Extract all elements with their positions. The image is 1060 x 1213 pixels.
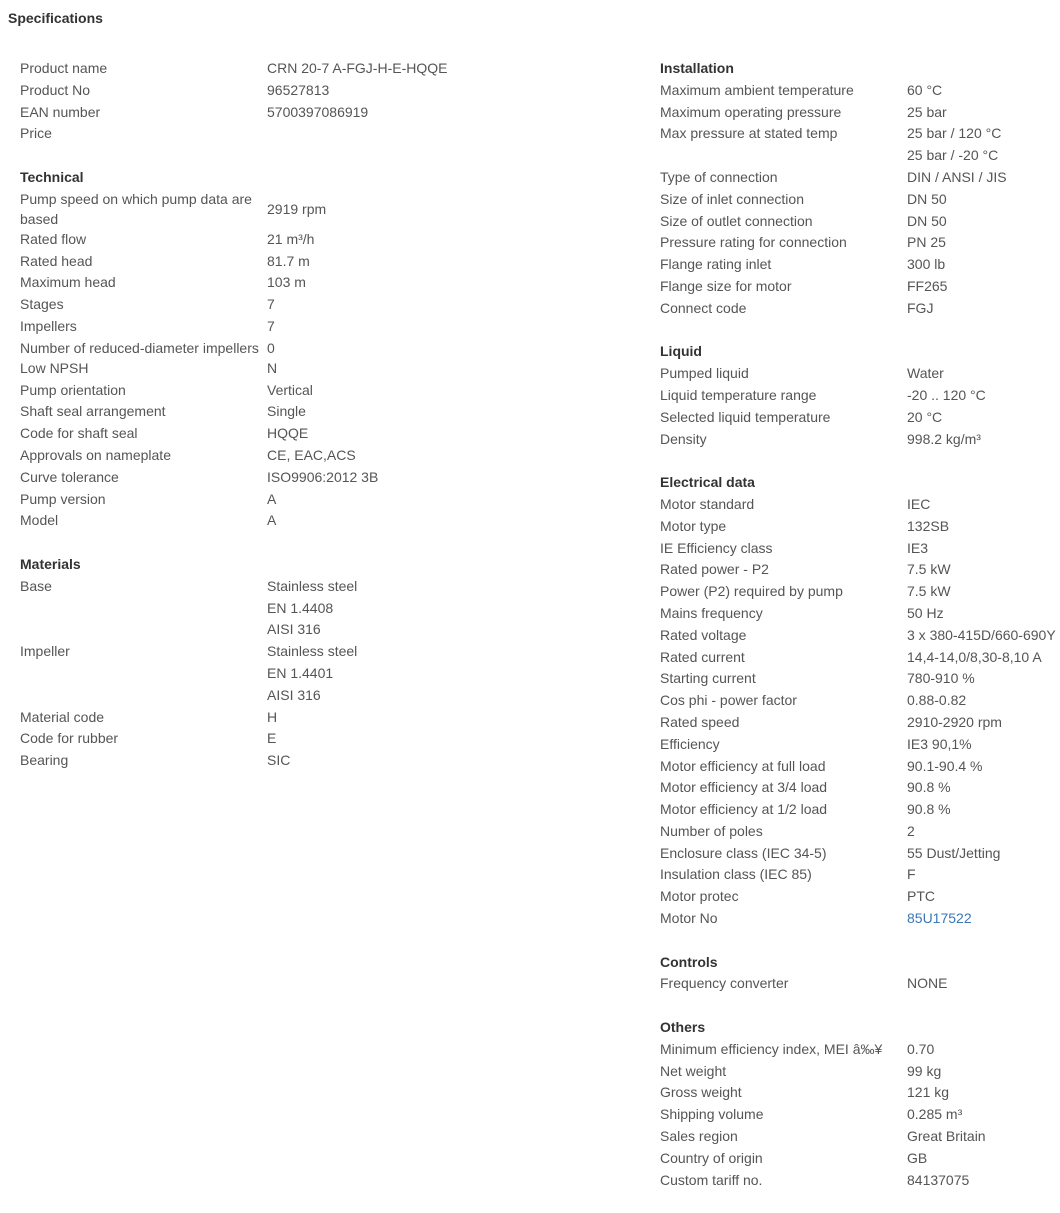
spec-value: 2910-2920 rpm (907, 713, 1002, 730)
spec-row (20, 358, 580, 380)
spec-row (660, 494, 1060, 516)
spec-row (660, 145, 1060, 167)
spec-value: CRN 20-7 A-FGJ-H-E-HQQE (267, 60, 448, 76)
spec-row (660, 538, 1060, 560)
section-title: Installation (660, 60, 734, 76)
spec-value: 25 bar / 120 °C (907, 125, 1002, 142)
spec-value: E (267, 730, 277, 747)
spec-label: Liquid temperature range (660, 386, 817, 403)
spec-value: 81.7 m (267, 252, 310, 269)
spec-row (660, 559, 1060, 581)
spec-row (20, 189, 580, 229)
spec-value: 300 lb (907, 256, 946, 273)
spec-value: DN 50 (907, 212, 947, 229)
spec-label: Cos phi - power factor (660, 692, 797, 709)
spec-label: Product No (20, 81, 91, 98)
spec-value: 132SB (907, 517, 950, 534)
spec-label: Motor efficiency at full load (660, 757, 826, 774)
spec-row (660, 603, 1060, 625)
spec-value: 5700397086919 (267, 103, 369, 120)
spec-row (660, 843, 1060, 865)
spec-value: A (267, 490, 277, 507)
spec-row (660, 1170, 1060, 1192)
spec-value: GB (907, 1149, 928, 1166)
spec-value: EN 1.4408 (267, 599, 334, 616)
spec-row (660, 690, 1060, 712)
spec-value: 55 Dust/Jetting (907, 844, 1001, 861)
spec-row (20, 728, 580, 750)
spec-row (660, 1082, 1060, 1104)
spec-row (660, 123, 1060, 145)
spec-value: 2 (907, 822, 915, 839)
spec-row (660, 385, 1060, 407)
spec-row (660, 712, 1060, 734)
spec-value: Great Britain (907, 1128, 986, 1145)
spec-value: 7 (267, 317, 275, 334)
spec-row (20, 707, 580, 729)
spec-label: Rated current (660, 648, 745, 665)
spec-row (660, 232, 1060, 254)
spec-label: Motor efficiency at 3/4 load (660, 779, 828, 796)
spec-row (20, 272, 580, 294)
spec-row (20, 294, 580, 316)
spec-row (660, 1126, 1060, 1148)
spec-label: Density (660, 430, 707, 447)
spec-value: 90.1-90.4 % (907, 757, 983, 774)
spec-label: Maximum head (20, 274, 116, 291)
spec-label: Country of origin (660, 1149, 763, 1166)
spec-label: Starting current (660, 670, 756, 687)
spec-label: Rated speed (660, 713, 740, 730)
spec-row (20, 445, 580, 467)
spec-row (660, 254, 1060, 276)
spec-label: Flange size for motor (660, 277, 792, 294)
spec-label: Rated head (20, 252, 93, 269)
section-title: Others (660, 1019, 706, 1036)
spec-label: Price (20, 125, 52, 142)
spec-label: Pump version (20, 490, 106, 507)
spec-label: Rated flow (20, 230, 87, 247)
spec-label: Mains frequency (660, 604, 763, 621)
controls-section (660, 952, 1060, 996)
spec-row (20, 58, 580, 80)
spec-row (20, 576, 580, 641)
spec-label: Size of outlet connection (660, 212, 813, 229)
spec-label: Bearing (20, 752, 69, 769)
spec-label: Curve tolerance (20, 468, 119, 485)
spec-row (660, 625, 1060, 647)
spec-value: FF265 (907, 277, 948, 294)
spec-row (20, 338, 580, 358)
spec-label: Number of reduced-diameter impellers (20, 339, 259, 356)
spec-value: PN 25 (907, 234, 946, 251)
spec-label: Efficiency (660, 735, 720, 752)
spec-label: Shaft seal arrangement (20, 403, 166, 420)
spec-row (660, 734, 1060, 756)
spec-label: Rated voltage (660, 626, 747, 643)
spec-row (660, 1148, 1060, 1170)
spec-value: 7 (267, 296, 275, 313)
spec-value: 90.8 % (907, 779, 951, 796)
spec-label: Gross weight (660, 1084, 742, 1101)
spec-value: CE, EAC,ACS (267, 446, 356, 463)
spec-value: 84137075 (907, 1171, 970, 1188)
right-column (660, 58, 1060, 1213)
spec-label: Model (20, 512, 59, 529)
spec-value: IE3 90,1% (907, 735, 972, 752)
spec-row (660, 429, 1060, 451)
spec-row (660, 777, 1060, 799)
spec-value: DN 50 (907, 190, 947, 207)
spec-value: H (267, 708, 278, 725)
spec-value: 14,4-14,0/8,30-8,10 A (907, 648, 1042, 665)
spec-value: -20 .. 120 °C (907, 386, 986, 403)
spec-label: EAN number (20, 103, 101, 120)
spec-label: Shipping volume (660, 1106, 764, 1123)
spec-value: 2919 rpm (267, 200, 327, 217)
spec-row (20, 123, 580, 145)
spec-label: Code for shaft seal (20, 425, 138, 442)
spec-value: HQQE (267, 425, 309, 442)
spec-value: AISI 316 (267, 621, 321, 638)
spec-value: ISO9906:2012 3B (267, 468, 379, 485)
spec-row (20, 401, 580, 423)
spec-row (20, 489, 580, 511)
spec-row (660, 973, 1060, 995)
spec-row (660, 581, 1060, 603)
liquid-section (660, 341, 1060, 450)
spec-value: 0.88-0.82 (907, 692, 967, 709)
spec-row (20, 380, 580, 402)
spec-value: DIN / ANSI / JIS (907, 168, 1007, 185)
spec-value: F (907, 866, 916, 883)
spec-row (660, 102, 1060, 124)
spec-row (660, 516, 1060, 538)
spec-label: Pump orientation (20, 381, 126, 398)
spec-row (660, 80, 1060, 102)
spec-row (660, 821, 1060, 843)
spec-label: Motor protec (660, 888, 739, 905)
spec-value: A (267, 512, 277, 529)
spec-value: 998.2 kg/m³ (907, 430, 981, 447)
spec-row (660, 167, 1060, 189)
spec-row (20, 251, 580, 273)
section-title: Technical (20, 168, 84, 185)
spec-label: Impellers (20, 317, 77, 334)
spec-value: 21 m³/h (267, 230, 315, 247)
spec-value: 25 bar (907, 103, 947, 120)
spec-label: Product name (20, 60, 108, 76)
spec-row (660, 363, 1060, 385)
spec-label: Max pressure at stated temp (660, 125, 838, 142)
spec-label: Pump speed on which pump data are based (20, 190, 252, 227)
spec-value: 7.5 kW (907, 583, 951, 600)
spec-value: Single (267, 403, 306, 420)
spec-label: Custom tariff no. (660, 1171, 763, 1188)
spec-value: 0.70 (907, 1040, 935, 1057)
spec-label: Motor type (660, 517, 727, 534)
spec-value: 90.8 % (907, 801, 951, 818)
spec-row (20, 750, 580, 772)
spec-label: Connect code (660, 299, 747, 316)
spec-value: FGJ (907, 299, 934, 316)
spec-value: 103 m (267, 274, 306, 291)
spec-row (660, 908, 1060, 930)
spec-row (660, 276, 1060, 298)
spec-label: Net weight (660, 1062, 727, 1079)
spec-value: Vertical (267, 381, 313, 398)
spec-value: Stainless steel (267, 643, 358, 660)
spec-label: Size of inlet connection (660, 190, 804, 207)
spec-label: Motor efficiency at 1/2 load (660, 801, 828, 818)
spec-value: Stainless steel (267, 577, 358, 594)
spec-row (660, 189, 1060, 211)
spec-value: 60 °C (907, 81, 943, 98)
spec-label: Type of connection (660, 168, 778, 185)
spec-label: Frequency converter (660, 975, 789, 992)
spec-row (660, 647, 1060, 669)
spec-row (20, 510, 580, 532)
spec-value: 3 x 380-415D/660-690Y (907, 626, 1056, 643)
spec-label: Number of poles (660, 822, 763, 839)
spec-value: 121 kg (907, 1084, 950, 1101)
spec-row (660, 1039, 1060, 1061)
spec-label: Flange rating inlet (660, 256, 772, 273)
spec-label: Rated power - P2 (660, 561, 769, 578)
spec-label: Low NPSH (20, 359, 89, 376)
spec-value: N (267, 359, 278, 376)
spec-row (660, 1061, 1060, 1083)
spec-row (660, 799, 1060, 821)
spec-row (20, 641, 580, 706)
spec-row (20, 467, 580, 489)
section-title: Electrical data (660, 474, 755, 491)
materials-section (20, 554, 580, 772)
spec-row (660, 756, 1060, 778)
section-title: Liquid (660, 343, 702, 360)
spec-label: Pumped liquid (660, 365, 749, 382)
spec-label: Maximum ambient temperature (660, 81, 854, 98)
spec-row (20, 423, 580, 445)
spec-value: 96527813 (267, 81, 330, 98)
spec-label: Maximum operating pressure (660, 103, 842, 120)
others-section (660, 1017, 1060, 1191)
section-title: Controls (660, 953, 718, 970)
spec-value: PTC (907, 888, 935, 905)
spec-value: 50 Hz (907, 604, 944, 621)
spec-value: Water (907, 365, 944, 382)
spec-row (20, 229, 580, 251)
spec-label: Impeller (20, 643, 70, 660)
spec-value: SIC (267, 752, 291, 769)
spec-label: Insulation class (IEC 85) (660, 866, 812, 883)
spec-value-stack (267, 576, 357, 641)
spec-value: 0 (267, 339, 275, 356)
spec-label: Stages (20, 296, 64, 313)
spec-value: 780-910 % (907, 670, 975, 687)
spec-value: IEC (907, 495, 931, 512)
spec-value: 99 kg (907, 1062, 942, 1079)
spec-row (660, 668, 1060, 690)
spec-label: Sales region (660, 1128, 738, 1145)
spec-row (660, 864, 1060, 886)
spec-row (20, 316, 580, 338)
spec-row (660, 407, 1060, 429)
spec-value: NONE (907, 975, 948, 992)
technical-section (20, 167, 580, 532)
spec-row (660, 886, 1060, 908)
spec-value: 0.285 m³ (907, 1106, 963, 1123)
electrical-section (660, 472, 1060, 930)
spec-label: Enclosure class (IEC 34-5) (660, 844, 827, 861)
left-column (20, 58, 580, 794)
section-title: Materials (20, 555, 81, 572)
spec-label: Minimum efficiency index, MEI â‰¥ (660, 1040, 883, 1057)
spec-row (660, 211, 1060, 233)
spec-row (20, 102, 580, 124)
spec-label: Code for rubber (20, 730, 119, 747)
page-title: Specifications (8, 10, 103, 26)
spec-label: Power (P2) required by pump (660, 583, 843, 600)
spec-label: Motor standard (660, 495, 755, 512)
spec-value: IE3 (907, 539, 929, 556)
spec-label: Material code (20, 708, 105, 725)
spec-row (20, 80, 580, 102)
motor-no-link[interactable]: 85U17522 (907, 910, 972, 927)
spec-value: 20 °C (907, 408, 943, 425)
installation-section (660, 58, 1060, 320)
spec-label: Approvals on nameplate (20, 446, 171, 463)
spec-row (660, 298, 1060, 320)
spec-label: IE Efficiency class (660, 539, 773, 556)
spec-value: 25 bar / -20 °C (907, 147, 999, 164)
spec-label: Motor No (660, 910, 718, 927)
spec-label: Base (20, 577, 52, 594)
spec-row (660, 1104, 1060, 1126)
spec-value: AISI 316 (267, 686, 321, 703)
spec-value-stack (267, 641, 357, 706)
spec-value: 7.5 kW (907, 561, 951, 578)
spec-label: Pressure rating for connection (660, 234, 847, 251)
spec-value: EN 1.4401 (267, 664, 334, 681)
spec-label: Selected liquid temperature (660, 408, 831, 425)
general-section (20, 58, 580, 145)
